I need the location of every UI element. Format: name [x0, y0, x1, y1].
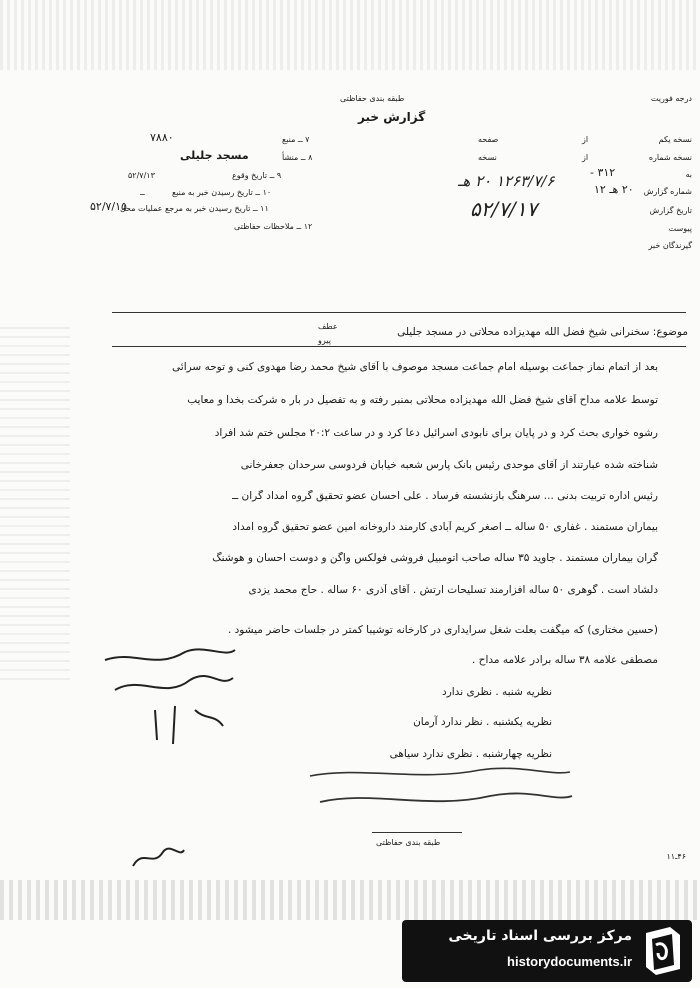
- opinion-wednesday: نظریه چهارشنبه . نظری ندارد سیاهی: [389, 748, 552, 760]
- subject-text: سخنرانی شیخ فضل الله مهدیزاده محلاتی در مسجد جلیلی: [397, 326, 650, 338]
- opinion-sunday: نظریه یکشنبه . نظر ندارد آرمان: [413, 716, 552, 728]
- receipt-source-value: ــ: [140, 188, 145, 197]
- field-protection-notes: ۱۲ ــ ملاحظات حفاظتی: [234, 222, 313, 231]
- body-line: (حسین مختاری) که میگفت بعلت شغل سرایداری در کارخانه توشیبا کمتر در جلسات حاضر میشود .: [227, 624, 658, 636]
- form-code: ۴۶ـ۱۱: [666, 852, 686, 861]
- field-label: نسخه یکم: [658, 135, 692, 144]
- field-receipt-ops: ۱۱ ــ تاریخ رسیدن خبر به مرجع عملیات محل: [120, 204, 269, 213]
- field-copy-no: نسخه شماره: [648, 153, 692, 162]
- handwritten-initial: [128, 838, 188, 874]
- field-mid: از: [582, 153, 589, 162]
- field-copy: [659, 135, 692, 144]
- field-num: ۸: [308, 153, 313, 162]
- body-line: رئیس اداره تربیت بدنی ... سرهنگ بازنشسته فرساد . علی احسان عضو تحقیق گروه امداد گران ــ: [232, 490, 658, 502]
- source-value: ۷۸۸۰: [150, 131, 174, 144]
- field-receipt-source: ۱۰ ــ تاریخ رسیدن خبر به منبع: [172, 188, 272, 197]
- body-line: مصطفی علامه ۳۸ ساله برادر علامه مداح .: [471, 654, 658, 666]
- field-recipients-label: گیرندگان خبر: [648, 241, 692, 250]
- field-label: ملاحظات حفاظتی: [234, 222, 294, 231]
- handwritten-stamp-scribble: [300, 762, 580, 822]
- field-origin: ۸ ــ منشأ: [282, 153, 313, 162]
- field-to-value: ۳۱۲ -: [590, 166, 616, 179]
- footer-line: [372, 832, 462, 833]
- field-source: ۷ ــ منبع: [282, 135, 310, 144]
- field-copies: نسخه: [478, 153, 497, 162]
- body-line: دلشاد است . گوهری ۵۰ ساله افزارمند تسلیحات ارتش . آقای آذری ۶۰ ساله . حاج محمد یزدی: [248, 584, 658, 596]
- field-page: صفحه: [478, 135, 499, 144]
- body-line: بیماران مستمند . غفاری ۵۰ ساله ــ اصغر کریم آبادی کارمند داروخانه امین عضو تحقیق گروه امداد: [232, 521, 658, 533]
- opinion-saturday: نظریه شنبه . نظری ندارد: [442, 686, 552, 698]
- field-report-no-value: ۲۰ هـ ۱۲: [594, 183, 634, 196]
- priority-label: درجه فوریت: [650, 94, 692, 103]
- scan-noise-top: [0, 0, 700, 70]
- body-line: شناخته شده عبارتند از آقای موحدی رئیس بانک پارس شعبه خیابان فردوسی سرحدان جعفرخانی: [240, 459, 658, 471]
- subject-label: موضوع: [656, 326, 688, 338]
- subject-row: موضوع: سخنرانی شیخ فضل الله مهدیزاده محلاتی در مسجد جلیلی: [397, 326, 688, 338]
- handwritten-signature: [95, 640, 245, 750]
- field-label: تاریخ رسیدن خبر به منبع: [172, 188, 253, 197]
- field-num: ۱۲: [303, 222, 313, 231]
- body-line: رشوه خواری بحث کرد و در پایان برای نابودی اسرائیل دعا کرد و در ساعت ۲۰:۲ مجلس ختم شد افراد: [214, 427, 658, 439]
- field-report-date-label: تاریخ گزارش: [649, 206, 692, 215]
- classification-top: طبقه بندی حفاظتی: [340, 94, 405, 103]
- form-title: گزارش خبر: [358, 110, 426, 124]
- field-attachment-label: پیوست: [668, 224, 692, 233]
- atf-label: عطف: [318, 322, 338, 331]
- body-line: گران بیماران مستمند . جاوید ۳۵ ساله صاحب اتومبیل فروشی فولکس واگن و دوست احسان و هوشنگ: [212, 552, 658, 564]
- divider-line: [112, 346, 686, 347]
- scan-noise-bottom: [0, 880, 700, 920]
- event-date-value: ۵۲/۷/۱۳: [128, 171, 155, 180]
- divider-line: [112, 312, 686, 313]
- body-line: توسط علامه مداح آقای شیخ فضل الله مهدیزاده محلاتی بمنبر رفته و به تفصیل در بار ه شرکت بخدا و معایب: [187, 394, 658, 406]
- field-num: ۱۱: [260, 204, 269, 213]
- watermark-url: historydocuments.ir: [507, 954, 632, 969]
- field-event-date: ۹ ــ تاریخ وقوع: [232, 171, 282, 180]
- field-label: تاریخ وقوع: [232, 171, 268, 180]
- field-num: ۷: [305, 135, 310, 144]
- field-num: ۱۰: [262, 188, 272, 197]
- peyro-label: پیرو: [318, 336, 331, 345]
- field-num: ۹: [276, 171, 282, 180]
- field-label: منشأ: [282, 153, 299, 162]
- body-line: بعد از اتمام نماز جماعت بوسیله امام جماعت مسجد موصوف با آقای شیخ محمد رضا مهدوی کنی و توحه سرائی: [172, 361, 658, 373]
- receipt-ops-value: ۵۲/۷/۱۵: [90, 200, 127, 213]
- origin-value: مسجد جلیلی: [180, 149, 249, 162]
- field-report-no-label: شماره گزارش: [643, 187, 692, 196]
- classification-bottom: طبقه بندی حفاظتی: [376, 838, 441, 847]
- handwritten-report-no: ۱۲۶۳/۷/۶ ۲۰ هـ: [458, 172, 555, 190]
- field-to-label: به: [685, 170, 692, 179]
- field-label: منبع: [282, 135, 296, 144]
- watermark-title: مرکز بررسی اسناد تاریخی: [448, 928, 632, 944]
- field-mid: از: [582, 135, 589, 144]
- archive-logo-icon: [640, 925, 686, 977]
- field-label: تاریخ رسیدن خبر به مرجع عملیات محل: [120, 204, 251, 213]
- handwritten-report-date: ۵۲/۷/۱۷: [470, 197, 538, 221]
